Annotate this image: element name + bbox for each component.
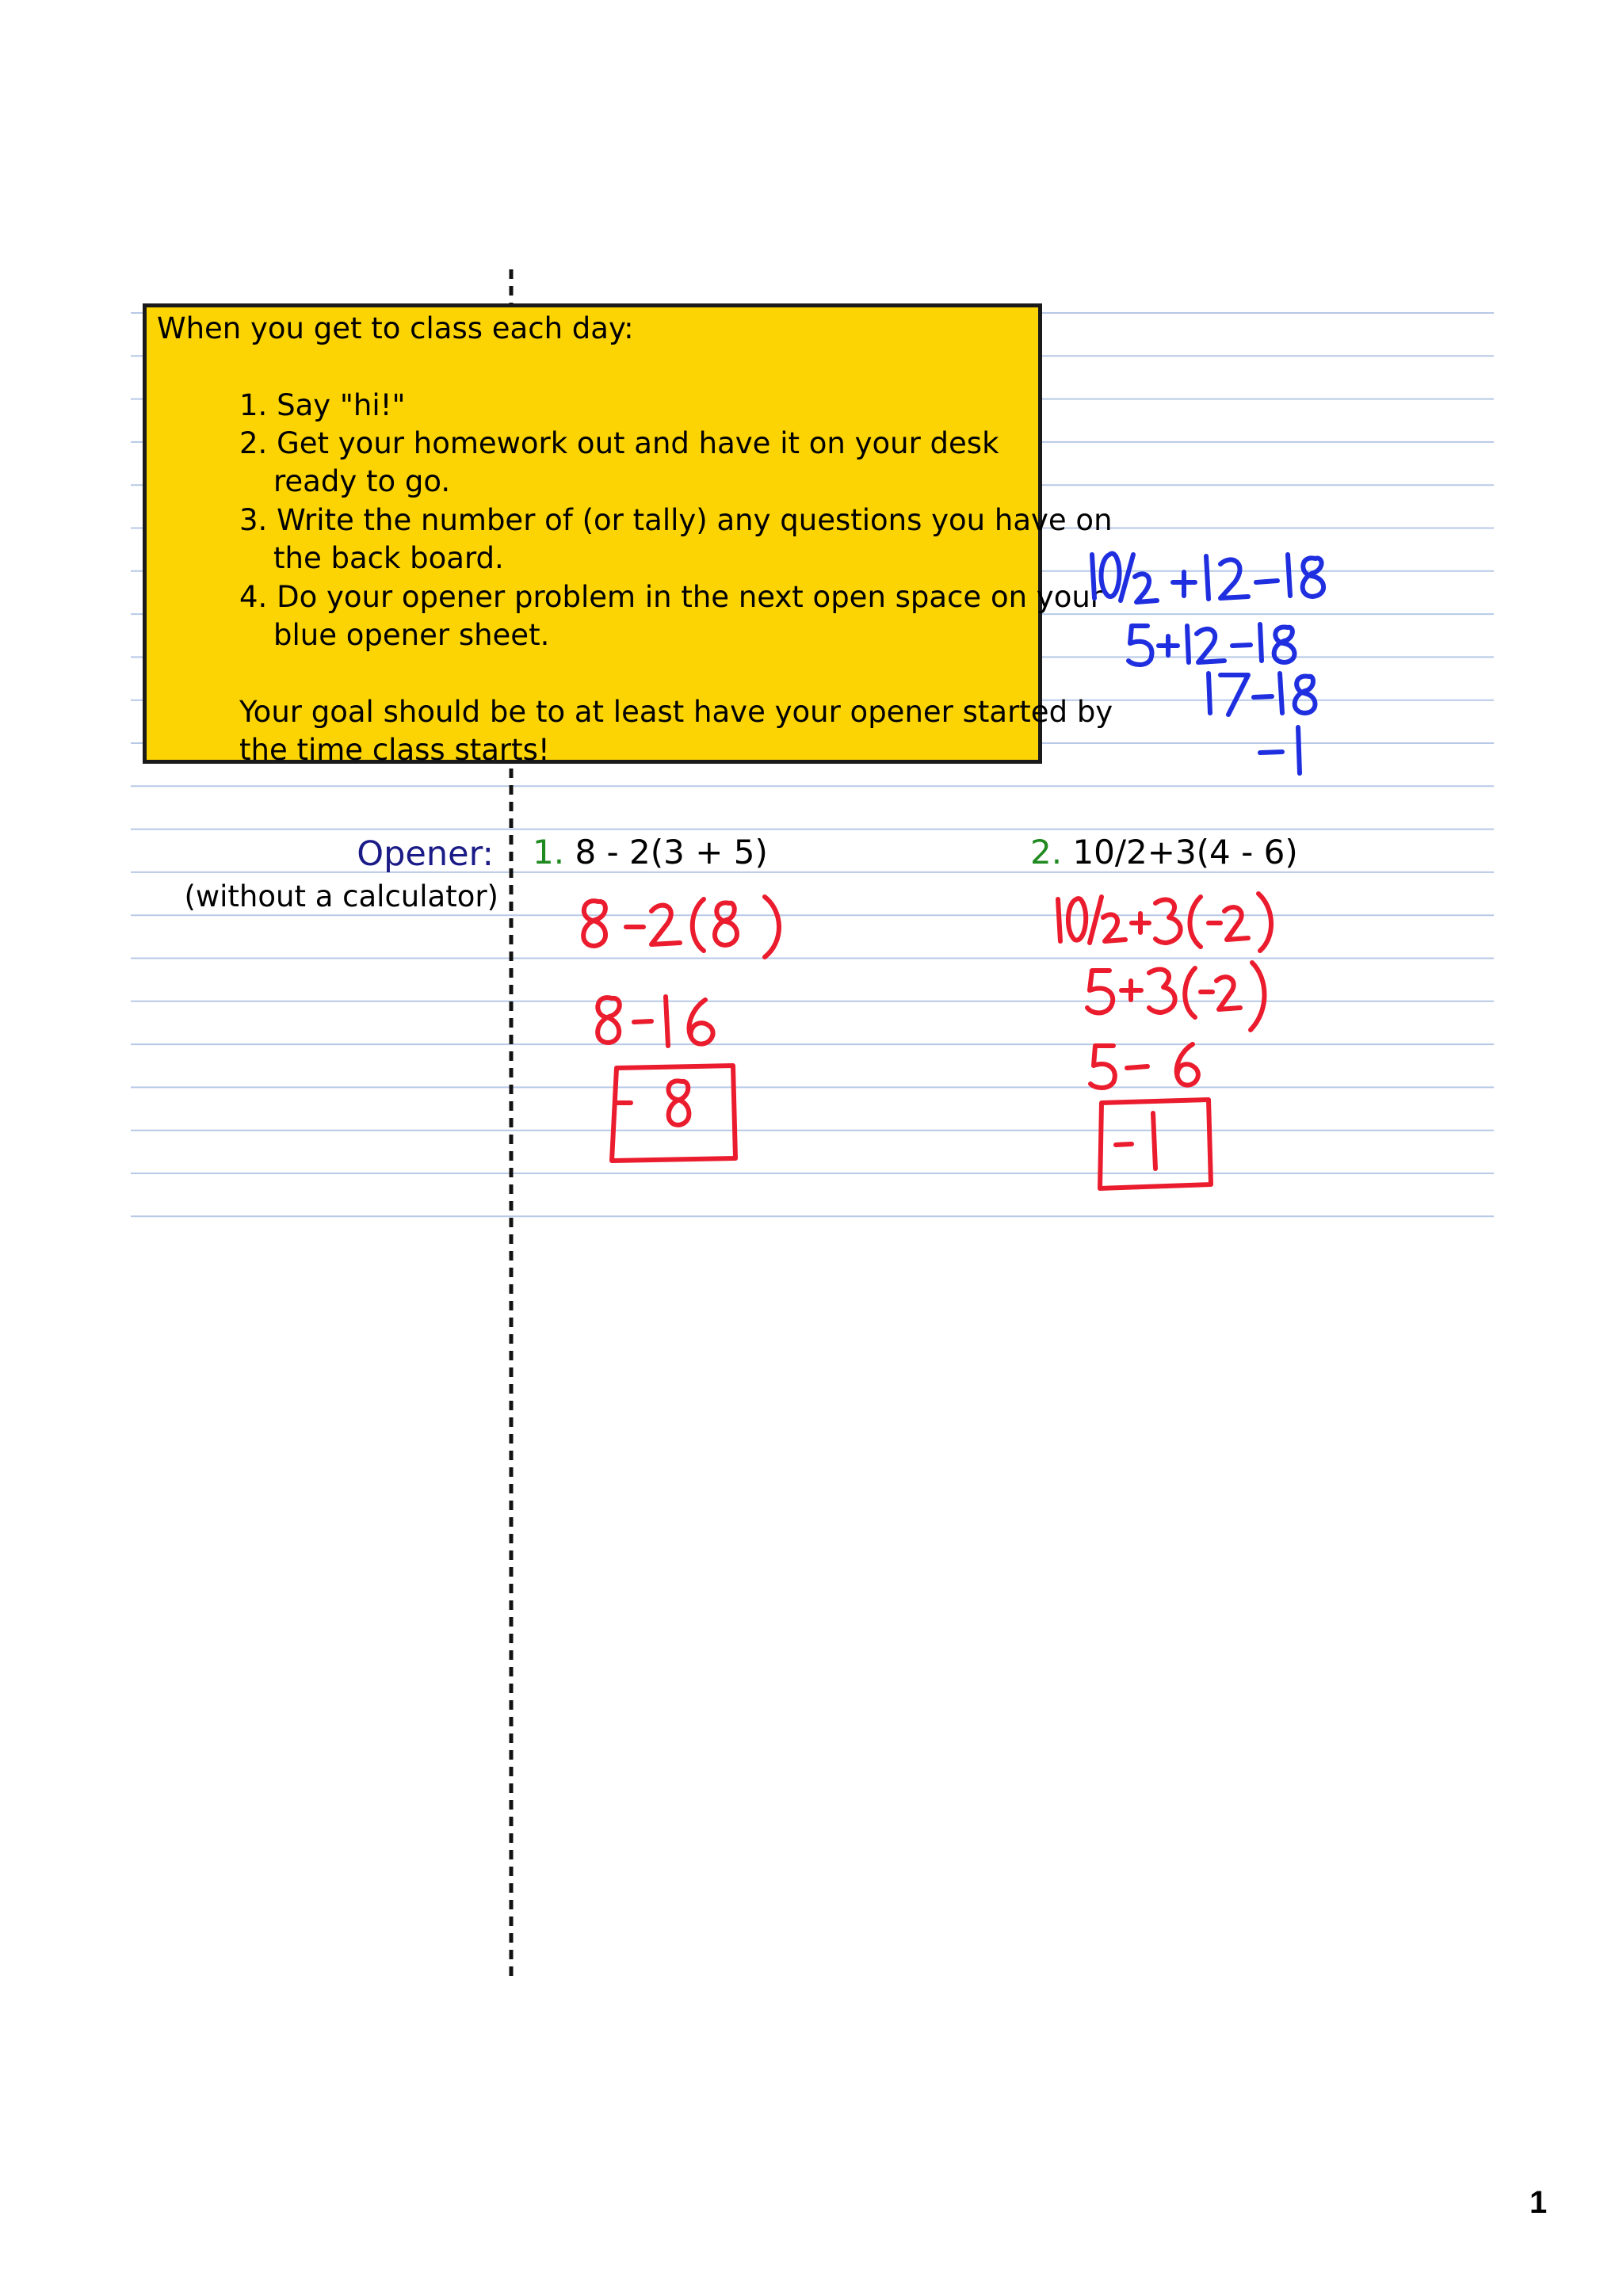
goal-line-1: Your goal should be to at least have your opener started by <box>239 695 1113 729</box>
opener-label: Opener: <box>357 834 494 874</box>
instruction-number: 2. <box>239 426 268 460</box>
problem-number: 1. <box>533 833 565 871</box>
instruction-number: 3. <box>239 503 268 537</box>
instruction-text: Write the number of (or tally) any questions you have on <box>277 503 1113 537</box>
goal-line-2: the time class starts! <box>239 733 550 767</box>
instruction-item-4 <box>239 578 1102 617</box>
class-instructions-box <box>143 303 1113 767</box>
instruction-text: Get your homework out and have it on your desk <box>277 426 999 460</box>
problem-number: 2. <box>1030 833 1063 871</box>
instruction-item-1 <box>239 387 406 425</box>
problem-expression: 8 - 2(3 + 5) <box>575 833 768 871</box>
opener-sublabel: (without a calculator) <box>184 879 498 913</box>
instructions-intro: When you get to class each day: <box>157 311 634 345</box>
problem-1 <box>533 833 768 871</box>
instruction-item-2-cont: ready to go. <box>273 464 451 498</box>
instruction-number: 1. <box>239 388 268 422</box>
problem-expression: 10/2+3(4 - 6) <box>1072 833 1298 871</box>
instruction-item-4-cont: blue opener sheet. <box>273 618 550 652</box>
instruction-text: Say "hi!" <box>277 388 406 422</box>
instruction-text: Do your opener problem in the next open space on your <box>277 580 1103 614</box>
instruction-item-3-cont: the back board. <box>273 541 504 575</box>
instruction-number: 4. <box>239 580 268 614</box>
problem-2 <box>1030 833 1298 871</box>
page-number: 1 <box>1529 2185 1548 2220</box>
instruction-item-2 <box>239 425 999 463</box>
instruction-item-3 <box>239 502 1113 540</box>
